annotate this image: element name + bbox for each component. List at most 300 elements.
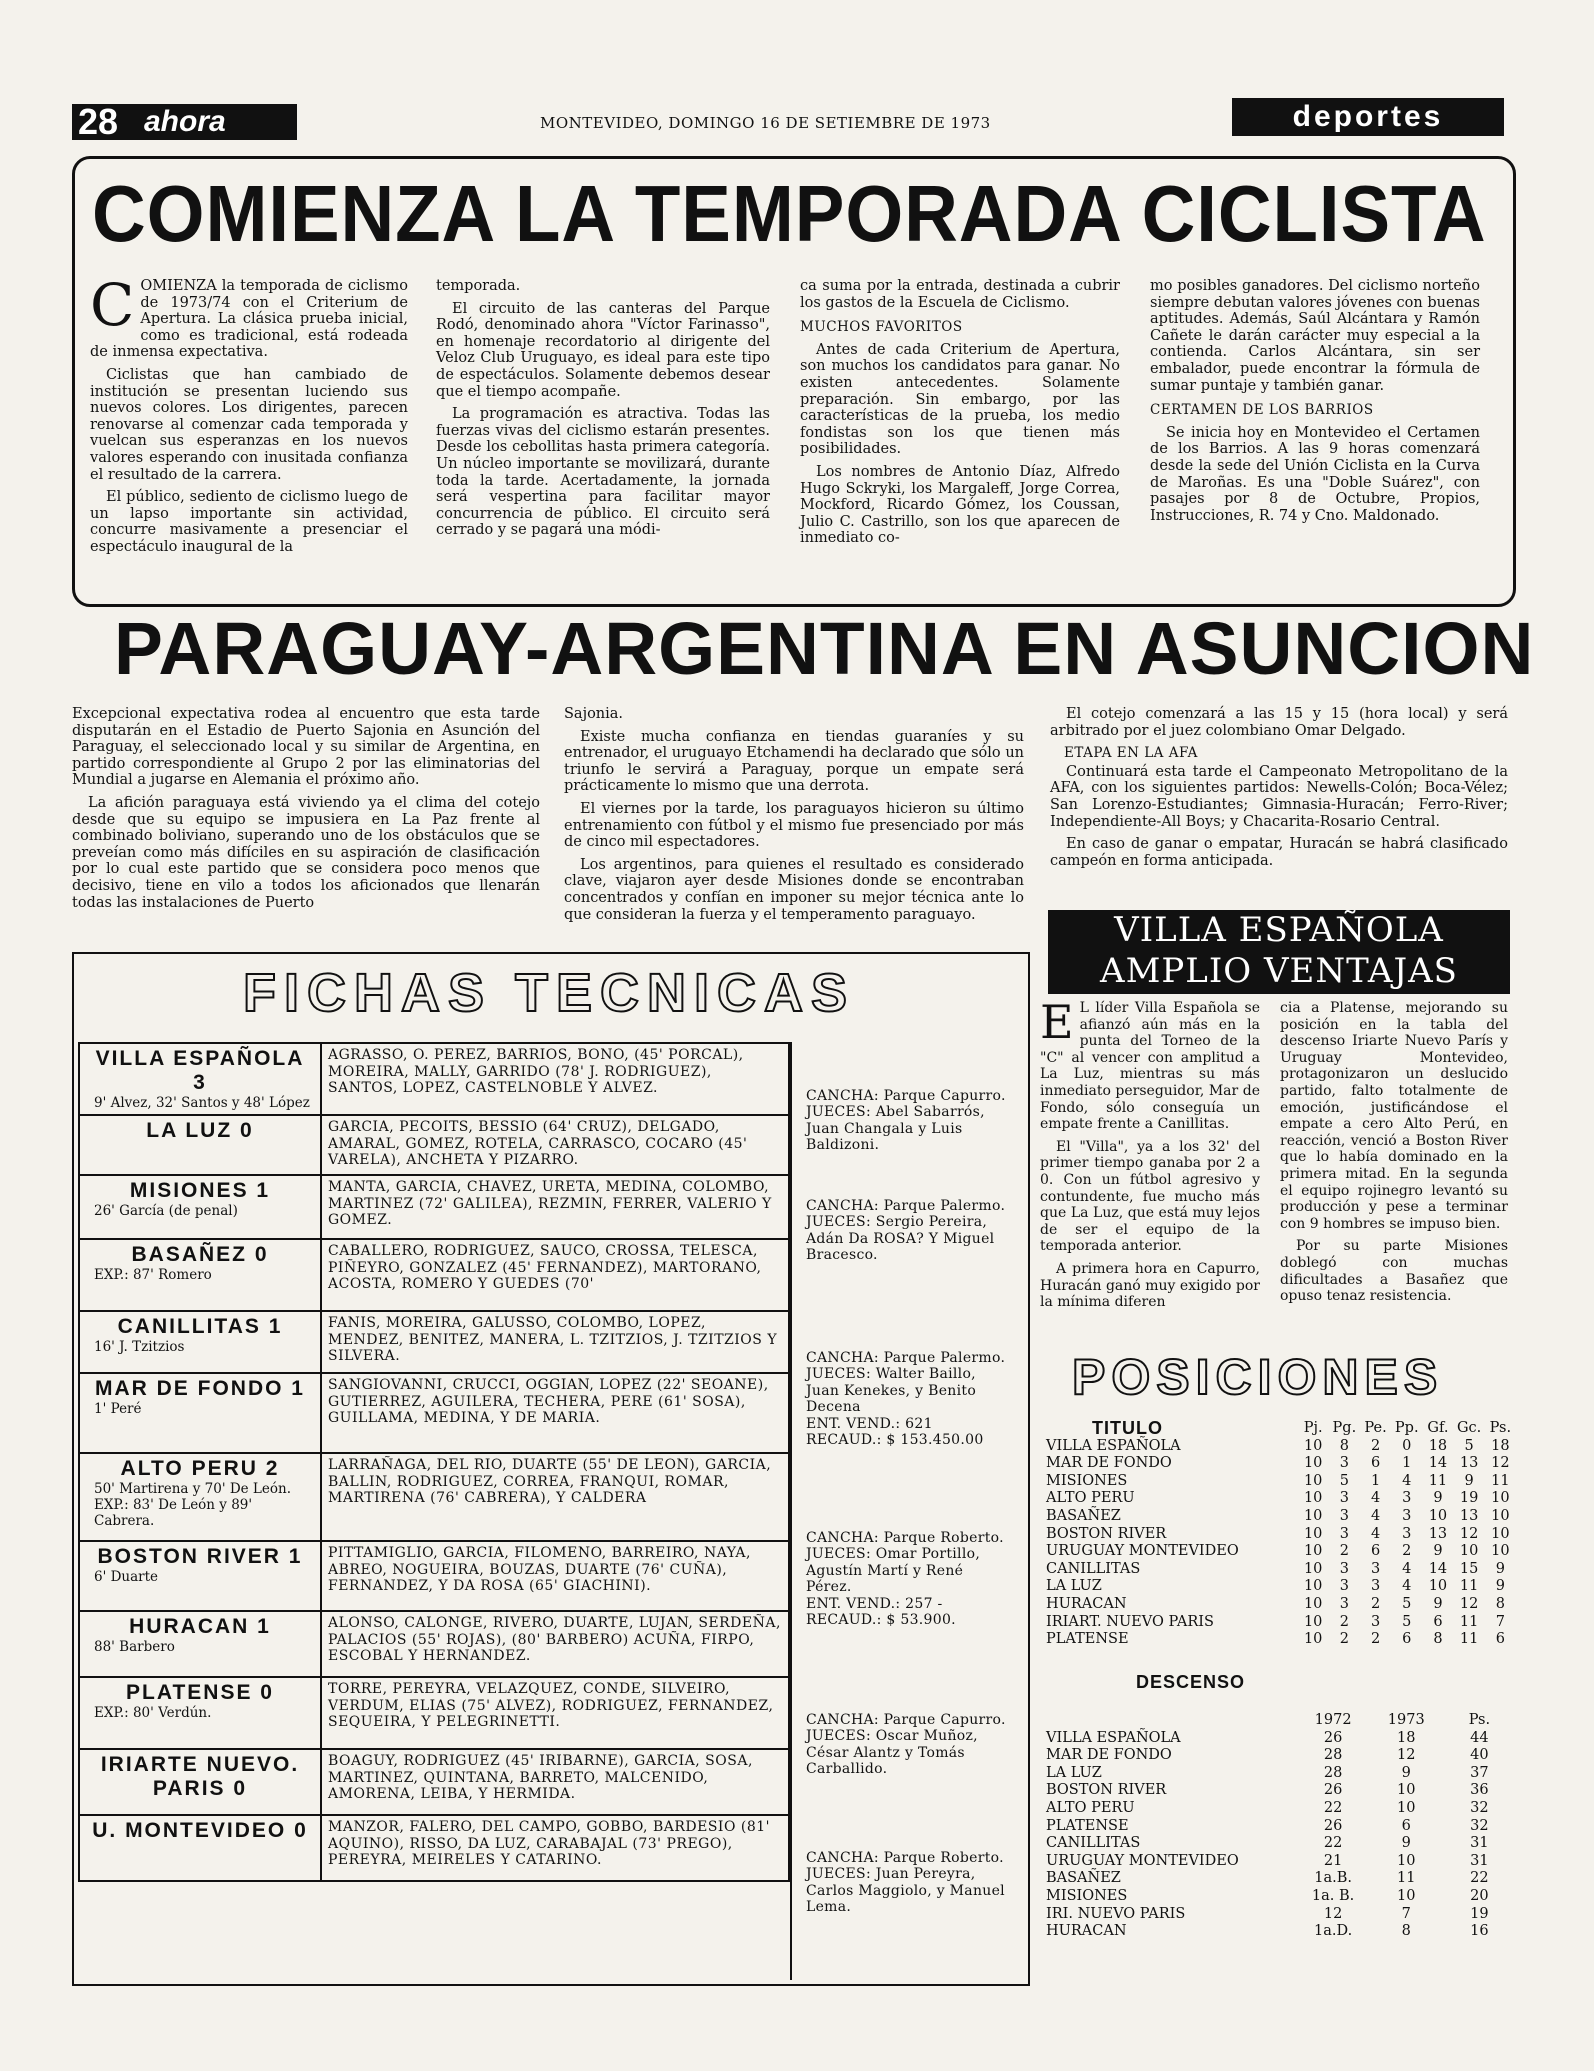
paraguay-subhead-afa: ETAPA EN LA AFA (1064, 745, 1198, 762)
column-header: Ps. (1489, 1420, 1512, 1436)
standings-value: 10 (1303, 1578, 1323, 1595)
villa-column-1 (1040, 995, 1260, 1317)
standings-value: 21 (1323, 1852, 1343, 1869)
team-name: ALTO PERU (1046, 1490, 1135, 1507)
fichas-row (79, 1749, 789, 1815)
standings-value: 3 (1339, 1578, 1349, 1595)
standings-value: 10 (1397, 1887, 1416, 1904)
standings-value: 10 (1303, 1560, 1323, 1577)
team-score: MISIONES 1 (129, 1179, 271, 1202)
column-header: Ps. (1468, 1712, 1491, 1728)
standings-value: 1a. B. (1311, 1887, 1355, 1904)
descenso-standings-table (1046, 1712, 1516, 1941)
fichas-row (79, 1175, 789, 1239)
dateline: MONTEVIDEO, DOMINGO 16 DE SETIEMBRE DE 1973 (540, 114, 991, 132)
standings-value: 9 (1433, 1543, 1443, 1560)
standings-row (1046, 1906, 1516, 1924)
lineup-cell: PITTAMIGLIO, GARCIA, FILOMENO, BARREIRO, NAYA, ABREO, NOGUEIRA, BOUZAS, DUARTE (76' CUÑA), FERNANDEZ, Y DA ROSA (65' GIACHINI). (321, 1541, 789, 1611)
cycling-paragraph: Los nombres de Antonio Díaz, Alfredo Hugo Sckryki, los Margaleff, Jorge Correa, Mockford, Ricardo Gómez, los Coussan, Julio C. Castrillo, son los que aparecen de inmediato co- (800, 463, 1120, 547)
titulo-standings-table (1046, 1420, 1516, 1649)
standings-value: 11 (1397, 1870, 1416, 1887)
standings-value: 10 (1397, 1852, 1416, 1869)
paraguay-paragraph: La afición paraguaya está viviendo ya el clima del cotejo desde que su equipo se impusiera en La Paz frente al combinado boliviano, superando uno de los obstáculos que se preveían como más difíciles en su aspiración de clasificación por lo cual este partido que se considera poco menos que decisivo, tiene en vilo a todos los aficionados que llenarán todas las instalaciones de Puerto (72, 794, 540, 911)
standings-row (1046, 1578, 1516, 1596)
page-number-block (72, 101, 297, 142)
standings-value: 12 (1323, 1905, 1343, 1922)
team-cell (79, 1373, 321, 1453)
posiciones-title: POSICIONES (1072, 1349, 1444, 1405)
standings-value: 18 (1397, 1729, 1416, 1746)
standings-value: 44 (1470, 1729, 1489, 1746)
team-name: BASAÑEZ (1046, 1507, 1121, 1524)
team-name: VILLA ESPAÑOLA (1046, 1729, 1181, 1746)
team-score: LA LUZ 0 (146, 1119, 254, 1142)
standings-value: 6 (1495, 1631, 1505, 1648)
standings-value: 10 (1303, 1472, 1323, 1489)
standings-value: 9 (1433, 1490, 1443, 1507)
standings-value: 2 (1402, 1543, 1412, 1560)
standings-value: 0 (1402, 1437, 1412, 1454)
column-header: Pe. (1364, 1420, 1387, 1436)
fichas-row (79, 1453, 789, 1541)
standings-row (1046, 1800, 1516, 1818)
team-score: U. MONTEVIDEO 0 (92, 1819, 308, 1842)
standings-value: 10 (1491, 1543, 1510, 1560)
header-blank (1046, 1420, 1298, 1438)
standings-row (1046, 1561, 1516, 1579)
standings-row (1046, 1614, 1516, 1632)
standings-value: 3 (1339, 1507, 1349, 1524)
standings-row (1046, 1818, 1516, 1836)
column-header: Gc. (1456, 1420, 1482, 1436)
standings-value: 10 (1491, 1525, 1510, 1542)
standings-value: 3 (1402, 1490, 1412, 1507)
team-score: ALTO PERU 2 (120, 1457, 280, 1480)
standings-value: 2 (1370, 1437, 1381, 1454)
standings-value: 11 (1459, 1613, 1479, 1630)
team-cell (79, 1311, 321, 1373)
team-score: IRIARTE NUEVO. PARIS 0 (100, 1753, 300, 1800)
standings-value: 10 (1303, 1525, 1323, 1542)
team-name: BOSTON RIVER (1046, 1525, 1167, 1542)
team-cell (79, 1453, 321, 1541)
cycling-paragraph: El público, sediento de ciclismo luego de un lapso importante sin actividad, concurre masivamente a presenciar el espectáculo inaugural de la (90, 489, 408, 555)
standings-value: 13 (1459, 1455, 1479, 1472)
standings-value: 6 (1370, 1455, 1381, 1472)
standings-value: 22 (1323, 1799, 1343, 1816)
scorers-note: 16' J. Tzitzios (94, 1339, 185, 1355)
standings-value: 12 (1459, 1595, 1479, 1612)
standings-value: 6 (1401, 1817, 1411, 1834)
team-score: CANILLITAS 1 (117, 1315, 283, 1338)
team-name: MAR DE FONDO (1046, 1455, 1172, 1472)
paraguay-paragraph: Continuará esta tarde el Campeonato Metropolitano de la AFA, con los siguientes partidos: Newells-Colón; Boca-Vélez; San Lorenzo-Estudiantes; Gimnasia-Huracán; Ferro-River; Independiente-All Boys; y Chacarita-Rosario Central. (1050, 763, 1508, 830)
lineup-cell: CABALLERO, RODRIGUEZ, SAUCO, CROSSA, TELESCA, PIÑEYRO, GONZALEZ (45' FERNANDEZ), MARTORANO, ACOSTA, ROMERO Y GUEDES (70' (321, 1239, 789, 1311)
lineup-cell: LARRAÑAGA, DEL RIO, DUARTE (55' DE LEON), GARCIA, BALLIN, RODRIGUEZ, CORREA, FRANQUI, ROMAR, MARTIRENA (76' CABRERA), Y CALDERA (321, 1453, 789, 1541)
standings-value: 2 (1339, 1543, 1349, 1560)
fichas-row (79, 1239, 789, 1311)
standings-header-row (1046, 1420, 1516, 1438)
standings-value: 5 (1402, 1595, 1412, 1612)
standings-value: 10 (1428, 1578, 1448, 1595)
standings-value: 11 (1428, 1472, 1448, 1489)
cycling-paragraph: Ciclistas que han cambiado de institución se presentan luciendo sus nuevos colores. Los dirigentes, parecen renovarse al comenzar cada temporada y vuelcan sus esperanzas en los nuevos valores esperando con inusitada confianza el resultado de la carrera. (90, 366, 408, 483)
standings-value: 7 (1401, 1905, 1411, 1922)
standings-value: 10 (1491, 1490, 1510, 1507)
fichas-divider (790, 1042, 792, 1980)
standings-value: 18 (1428, 1437, 1448, 1454)
standings-value: 20 (1470, 1887, 1489, 1904)
lineup-cell: BOAGUY, RODRIGUEZ (45' IRIBARNE), GARCIA, SOSA, MARTINEZ, QUINTANA, BARRETO, MALCENIDO, AMORENA, LEIBA, Y HERMIDA. (321, 1749, 789, 1815)
match-venue-info: CANCHA: Parque Roberto. JUECES: Juan Pereyra, Carlos Maggiolo, y Manuel Lema. (806, 1850, 1005, 1916)
standings-value: 10 (1397, 1799, 1416, 1816)
team-cell (79, 1677, 321, 1749)
match-venue-info: CANCHA: Parque Capurro. JUECES: Abel Sabarrós, Juan Changala y Luis Baldizoni. (806, 1088, 1006, 1154)
team-score: BOSTON RIVER 1 (97, 1545, 303, 1568)
cycling-paragraph: Antes de cada Criterium de Apertura, son muchos los candidatos para ganar. No existen antecedentes. Solamente preparación. Sin embargo, por las características de la prueba, los medio fondistas son los que tienen más posibilidades. (800, 341, 1120, 458)
cycling-paragraph: Se inicia hoy en Montevideo el Certamen de los Barrios. A las 9 horas comenzará desde la sede del Unión Ciclista en la Curva de Maroñas. Es una "Doble Suárez", con pasajes por 8 de Octubre, Propios, Instrucciones, R. 74 y Cno. Maldonado. (1150, 424, 1480, 524)
standings-value: 3 (1370, 1578, 1381, 1595)
standings-value: 1a.B. (1314, 1870, 1352, 1887)
fichas-row (79, 1541, 789, 1611)
match-venue-info: CANCHA: Parque Capurro. JUECES: Oscar Muñoz, César Alantz y Tomás Carballido. (806, 1712, 1006, 1778)
team-cell (79, 1541, 321, 1611)
standings-value: 22 (1323, 1835, 1343, 1852)
standings-value: 13 (1428, 1525, 1448, 1542)
standings-value: 6 (1402, 1631, 1412, 1648)
standings-value: 10 (1303, 1490, 1323, 1507)
standings-value: 3 (1339, 1525, 1349, 1542)
team-score: HURACAN 1 (129, 1615, 271, 1638)
team-name: CANILLITAS (1046, 1560, 1141, 1577)
team-name: PLATENSE (1046, 1817, 1129, 1834)
lineup-cell: MANTA, GARCIA, CHAVEZ, URETA, MEDINA, COLOMBO, MARTINEZ (72' GALILEA), REZMIN, FERRER, VALERIO Y GOMEZ. (321, 1175, 789, 1239)
standings-value: 10 (1303, 1595, 1323, 1612)
standings-value: 3 (1339, 1490, 1349, 1507)
standings-value: 10 (1303, 1543, 1323, 1560)
team-name: MAR DE FONDO (1046, 1747, 1172, 1764)
scorers-note: EXP.: 87' Romero (94, 1267, 212, 1283)
cycling-subhead-favoritos: MUCHOS FAVORITOS (800, 319, 963, 336)
standings-value: 12 (1491, 1455, 1510, 1472)
standings-value: 3 (1402, 1507, 1412, 1524)
standings-value: 2 (1339, 1631, 1349, 1648)
villa-paragraph: El "Villa", ya a los 32' del primer tiempo ganaba por 2 a 0. Con un fútbol agresivo y contundente, fue mucho más que La Luz, que está muy lejos de ser el equipo de la temporada anterior. (1040, 1138, 1260, 1255)
section-label: deportes (1232, 98, 1504, 136)
team-name: ALTO PERU (1046, 1799, 1135, 1816)
team-name: URUGUAY MONTEVIDEO (1046, 1543, 1239, 1560)
cycling-headline: COMIENZA LA TEMPORADA CICLISTA (92, 169, 1487, 258)
team-cell (79, 1749, 321, 1815)
scorers-note: 9' Alvez, 32' Santos y 48' López (94, 1095, 310, 1111)
standings-row (1046, 1730, 1516, 1748)
team-name: IRIART. NUEVO PARIS (1046, 1613, 1214, 1630)
paraguay-paragraph: En caso de ganar o empatar, Huracán se habrá clasificado campeón en forma anticipada. (1050, 836, 1508, 869)
standings-value: 26 (1323, 1782, 1343, 1799)
lineup-cell: ALONSO, CALONGE, RIVERO, DUARTE, LUJAN, SERDEÑA, PALACIOS (55' ROJAS), (80' BARBERO) ACUÑA, FIRPO, ESCOBAL Y HERNANDEZ. (321, 1611, 789, 1677)
standings-row (1046, 1782, 1516, 1800)
column-header: 1972 (1314, 1712, 1352, 1728)
fichas-title-wrap (72, 962, 1026, 1024)
standings-value: 4 (1370, 1525, 1381, 1542)
standings-value: 7 (1495, 1613, 1505, 1630)
paraguay-paragraph: Existe mucha confianza en tiendas guaraníes y su entrenador, el uruguayo Etchamendi ha declarado que sólo un triunfo le servirá a Paraguay, porque un empate será prácticamente lo mismo que una derrota. (564, 728, 1024, 795)
lineup-cell: GARCIA, PECOITS, BESSIO (64' CRUZ), DELGADO, AMARAL, GOMEZ, ROTELA, CARRASCO, COCARO (45' VARELA), ANCHETA Y PIZARRO. (321, 1115, 789, 1175)
villa-headline-block (1048, 910, 1510, 994)
standings-value: 4 (1370, 1507, 1381, 1524)
standings-value: 9 (1495, 1560, 1505, 1577)
paraguay-paragraph: Excepcional expectativa rodea al encuentro que esta tarde disputarán en el Estadio de Puerto Sajonia en Asunción del Paraguay, el seleccionado local y su similar de Argentina, en partido correspondiente al Grupo 2 por las eliminatorias del Mundial a jugarse en Alemania el próximo año. (72, 706, 540, 789)
standings-value: 6 (1433, 1613, 1443, 1630)
standings-value: 12 (1397, 1747, 1416, 1764)
standings-value: 26 (1323, 1729, 1343, 1746)
paraguay-column-1 (72, 706, 540, 917)
standings-value: 40 (1470, 1747, 1489, 1764)
standings-row (1046, 1490, 1516, 1508)
villa-paragraph: L líder Villa Española se afianzó aún más en la punta del Torneo de la "C" al vencer con amplitud a La Luz, mientras su más inmediato perseguidor, Mar de Fondo, sólo conseguía un empate frente a Canillitas. (1040, 1000, 1260, 1133)
standings-value: 37 (1470, 1764, 1489, 1781)
standings-value: 1a.D. (1314, 1923, 1353, 1940)
standings-row (1046, 1870, 1516, 1888)
lineup-cell: SANGIOVANNI, CRUCCI, OGGIAN, LOPEZ (22' SEOANE), GUTIERREZ, AGUILERA, TECHERA, PERE (61' SOSA), GUILLAMA, MEDINA, Y DE MARIA. (321, 1373, 789, 1453)
standings-value: 3 (1339, 1560, 1349, 1577)
standings-header-row (1046, 1712, 1516, 1730)
standings-value: 8 (1433, 1631, 1443, 1648)
cycling-paragraph: mo posibles ganadores. Del ciclismo norteño siempre debutan valores jóvenes con buenas aptitudes. Además, Saúl Alcántara y Ramón Cañete le darán carácter muy especial a la contienda. Carlos Alcántara, sin ser embalador, puede encontrar la fórmula de sumar puntaje y también ganar. (1150, 278, 1480, 394)
standings-value: 11 (1491, 1472, 1510, 1489)
standings-value: 9 (1401, 1835, 1411, 1852)
standings-row (1046, 1508, 1516, 1526)
team-name: MISIONES (1046, 1887, 1128, 1904)
standings-value: 36 (1470, 1782, 1489, 1799)
scorers-note: 88' Barbero (94, 1639, 175, 1655)
villa-paragraph: Por su parte Misiones doblegó con muchas dificultades a Basañez que opuso tenaz resistencia. (1280, 1238, 1508, 1305)
standings-value: 3 (1339, 1455, 1349, 1472)
descenso-label: DESCENSO (1136, 1672, 1246, 1692)
standings-value: 16 (1470, 1923, 1489, 1940)
standings-value: 4 (1402, 1560, 1412, 1577)
standings-value: 10 (1303, 1455, 1323, 1472)
scorers-note: 50' Martirena y 70' De León. EXP.: 83' De León y 89' Cabrera. (94, 1481, 291, 1529)
standings-value: 18 (1491, 1437, 1510, 1454)
fichas-row (79, 1115, 789, 1175)
cycling-paragraph: temporada. (436, 278, 521, 294)
standings-value: 19 (1459, 1490, 1479, 1507)
team-name: URUGUAY MONTEVIDEO (1046, 1852, 1239, 1869)
standings-row (1046, 1438, 1516, 1456)
publication-name: ahora (144, 105, 226, 138)
fichas-row (79, 1815, 789, 1881)
standings-value: 5 (1339, 1472, 1349, 1489)
cycling-dropcap: C (90, 271, 135, 339)
villa-headline-line1: VILLA ESPAÑOLA (1114, 910, 1444, 950)
standings-value: 28 (1323, 1764, 1343, 1781)
standings-value: 31 (1470, 1852, 1489, 1869)
cycling-paragraph: OMIENZA la temporada de ciclismo de 1973/74 con el Criterium de Apertura. La clásica prueba inicial, como es tradicional, está rodeada de inmensa expectativa. (90, 278, 408, 361)
fichas-table (78, 1042, 790, 1882)
team-name: BOSTON RIVER (1046, 1782, 1167, 1799)
fichas-row (79, 1611, 789, 1677)
standings-value: 32 (1470, 1799, 1489, 1816)
standings-row (1046, 1473, 1516, 1491)
scorers-note: 1' Peré (94, 1401, 142, 1417)
team-score: BASAÑEZ 0 (131, 1243, 269, 1266)
standings-value: 9 (1495, 1578, 1505, 1595)
team-score: VILLA ESPAÑOLA 3 (95, 1047, 305, 1094)
standings-value: 4 (1402, 1578, 1412, 1595)
column-header: Pj. (1303, 1420, 1323, 1436)
standings-value: 3 (1402, 1525, 1412, 1542)
team-cell (79, 1611, 321, 1677)
fichas-row (79, 1373, 789, 1453)
titulo-label: TITULO (1092, 1418, 1163, 1438)
team-cell (79, 1175, 321, 1239)
cycling-column-1 (90, 271, 408, 562)
cycling-column-3 (800, 278, 1120, 553)
standings-value: 9 (1401, 1764, 1411, 1781)
team-name: HURACAN (1046, 1923, 1127, 1940)
header-blank (1046, 1712, 1297, 1730)
standings-value: 19 (1470, 1905, 1489, 1922)
column-header: Pg. (1332, 1420, 1357, 1436)
fichas-title: FICHAS TECNICAS (242, 963, 855, 1023)
team-score: MAR DE FONDO 1 (94, 1377, 305, 1400)
column-header: Pp. (1394, 1420, 1419, 1436)
villa-column-2 (1280, 1000, 1508, 1311)
standings-value: 28 (1323, 1747, 1343, 1764)
standings-row (1046, 1853, 1516, 1871)
standings-row (1046, 1888, 1516, 1906)
fichas-row (79, 1311, 789, 1373)
standings-value: 14 (1428, 1560, 1448, 1577)
villa-dropcap: E (1040, 995, 1074, 1049)
standings-row (1046, 1835, 1516, 1853)
page-number: 28 (78, 101, 119, 142)
team-name: MISIONES (1046, 1472, 1128, 1489)
standings-value: 26 (1323, 1817, 1343, 1834)
column-header: 1973 (1387, 1712, 1425, 1728)
standings-value: 10 (1397, 1782, 1416, 1799)
standings-row (1046, 1596, 1516, 1614)
match-venue-info: CANCHA: Parque Roberto. JUECES: Omar Portillo, Agustín Martí y René Pérez. ENT. VEND.: 257 - RECAUD.: $ 53.900. (806, 1530, 1004, 1629)
fichas-row (79, 1677, 789, 1749)
standings-value: 10 (1303, 1631, 1323, 1648)
cycling-paragraph: El circuito de las canteras del Parque Rodó, denominado ahora "Víctor Farinasso", en homenaje recordatorio al dirigente del Veloz Club Uruguayo, es ideal para este tipo de espectáculos. Solamente debemos desear que el tiempo acompañe. (436, 300, 770, 400)
standings-value: 9 (1433, 1595, 1443, 1612)
standings-row (1046, 1765, 1516, 1783)
standings-row (1046, 1747, 1516, 1765)
standings-value: 10 (1303, 1613, 1323, 1630)
team-name: VILLA ESPAÑOLA (1046, 1437, 1181, 1454)
team-name: LA LUZ (1046, 1578, 1102, 1595)
standings-value: 1 (1402, 1455, 1412, 1472)
standings-row (1046, 1923, 1516, 1941)
paraguay-paragraph: Los argentinos, para quienes el resultado es considerado clave, viajaron ayer desde Misiones donde se encontraban concentrados y confían en imponer su mejor técnica ante lo que consideran la fuerza y el temperamento paraguayo. (564, 856, 1024, 923)
standings-value: 8 (1401, 1923, 1411, 1940)
standings-value: 9 (1464, 1472, 1474, 1489)
team-cell (79, 1239, 321, 1311)
villa-paragraph: A primera hora en Capurro, Huracán ganó muy exigido por la mínima diferen (1040, 1260, 1260, 1311)
column-header: Gf. (1427, 1420, 1449, 1436)
standings-value: 4 (1402, 1472, 1412, 1489)
team-cell (79, 1815, 321, 1881)
villa-paragraph: cia a Platense, mejorando su posición en la tabla del descenso Iriarte Nuevo París y Uruguay Montevideo, protagonizaron un deslucido partido, falto totalmente de emoción, justificándose el empate a cero Alto Perú, en reacción, venció a Boston River que lo había dominado en la primera mitad. En la segunda el equipo rojinegro levantó su producción y pese a terminar con 9 hombres se impuso bien. (1280, 1000, 1508, 1232)
standings-row (1046, 1543, 1516, 1561)
standings-row (1046, 1631, 1516, 1649)
standings-value: 8 (1339, 1437, 1349, 1454)
lineup-cell: FANIS, MOREIRA, GALUSSO, COLOMBO, LOPEZ, MENDEZ, BENITEZ, MANERA, L. TZITZIOS, J. TZITZIOS Y SILVERA. (321, 1311, 789, 1373)
team-name: HURACAN (1046, 1595, 1127, 1612)
standings-value: 6 (1370, 1543, 1381, 1560)
paraguay-paragraph: Sajonia. (564, 706, 624, 722)
standings-value: 11 (1459, 1578, 1479, 1595)
paraguay-column-3 (1050, 706, 1508, 875)
lineup-cell: AGRASSO, O. PEREZ, BARRIOS, BONO, (45' PORCAL), MOREIRA, MALLY, GARRIDO (78' J. RODRIGUEZ), SANTOS, LOPEZ, CASTELNOBLE Y ALVEZ. (321, 1043, 789, 1115)
standings-value: 1 (1370, 1472, 1381, 1489)
standings-value: 2 (1370, 1595, 1381, 1612)
standings-value: 3 (1370, 1613, 1381, 1630)
standings-value: 13 (1459, 1507, 1479, 1524)
standings-value: 10 (1491, 1507, 1510, 1524)
standings-value: 12 (1459, 1525, 1479, 1542)
standings-value: 3 (1370, 1560, 1381, 1577)
paraguay-paragraph: El cotejo comenzará a las 15 y 15 (hora local) y será arbitrado por el juez colombiano Omar Delgado. (1050, 706, 1508, 739)
paraguay-column-2 (564, 706, 1024, 929)
standings-row (1046, 1455, 1516, 1473)
team-cell (79, 1115, 321, 1175)
villa-headline-line2: AMPLIO VENTAJAS (1100, 951, 1458, 991)
scorers-note: EXP.: 80' Verdún. (94, 1705, 212, 1721)
cycling-column-2 (436, 278, 770, 545)
standings-value: 32 (1470, 1817, 1489, 1834)
standings-value: 10 (1303, 1437, 1323, 1454)
standings-value: 10 (1428, 1507, 1448, 1524)
cycling-column-4 (1150, 278, 1480, 530)
paraguay-headline: PARAGUAY-ARGENTINA EN ASUNCION (114, 607, 1535, 690)
team-name: PLATENSE (1046, 1631, 1129, 1648)
standings-value: 11 (1459, 1631, 1479, 1648)
standings-value: 2 (1370, 1631, 1381, 1648)
standings-value: 8 (1495, 1595, 1505, 1612)
standings-value: 31 (1470, 1835, 1489, 1852)
lineup-cell: TORRE, PEREYRA, VELAZQUEZ, CONDE, SILVEIRO, VERDUM, ELIAS (75' ALVEZ), RODRIGUEZ, FERNANDEZ, SEQUEIRA, Y PELEGRINETTI. (321, 1677, 789, 1749)
paraguay-paragraph: El viernes por la tarde, los paraguayos hicieron su último entrenamiento con fútbol y el mismo fue presenciado por más de cinco mil espectadores. (564, 800, 1024, 851)
team-cell (79, 1043, 321, 1115)
standings-value: 4 (1370, 1490, 1381, 1507)
fichas-row (79, 1043, 789, 1115)
standings-value: 22 (1470, 1870, 1489, 1887)
standings-value: 5 (1402, 1613, 1412, 1630)
standings-row (1046, 1526, 1516, 1544)
standings-value: 3 (1339, 1595, 1349, 1612)
team-name: IRI. NUEVO PARIS (1046, 1905, 1186, 1922)
standings-value: 2 (1339, 1613, 1349, 1630)
standings-value: 14 (1428, 1455, 1448, 1472)
team-score: PLATENSE 0 (126, 1681, 274, 1704)
standings-value: 10 (1303, 1507, 1323, 1524)
standings-value: 15 (1459, 1560, 1479, 1577)
team-name: BASAÑEZ (1046, 1870, 1121, 1887)
team-name: LA LUZ (1046, 1764, 1102, 1781)
cycling-paragraph: La programación es atractiva. Todas las fuerzas vivas del ciclismo estarán presentes. Desde los cebollitas hasta primera categoría. Un núcleo importante se movilizará, durante toda la tarde. Acertadamente, la jornada será vespertina para facilitar mayor concurrencia de público. El circuito será cerrado y se pagará una módi- (436, 406, 770, 539)
match-venue-info: CANCHA: Parque Palermo. JUECES: Walter Baillo, Juan Kenekes, y Benito Decena ENT. VEND.: 621 RECAUD.: $ 153.450.00 (806, 1350, 1006, 1449)
standings-value: 10 (1459, 1543, 1479, 1560)
match-venue-info: CANCHA: Parque Palermo. JUECES: Sergio Pereira, Adán Da ROSA? Y Miguel Bracesco. (806, 1198, 1006, 1264)
scorers-note: 26' García (de penal) (94, 1203, 238, 1219)
cycling-paragraph: ca suma por la entrada, destinada a cubrir los gastos de la Escuela de Ciclismo. (800, 278, 1120, 311)
standings-value: 5 (1464, 1437, 1474, 1454)
team-name: CANILLITAS (1046, 1835, 1141, 1852)
